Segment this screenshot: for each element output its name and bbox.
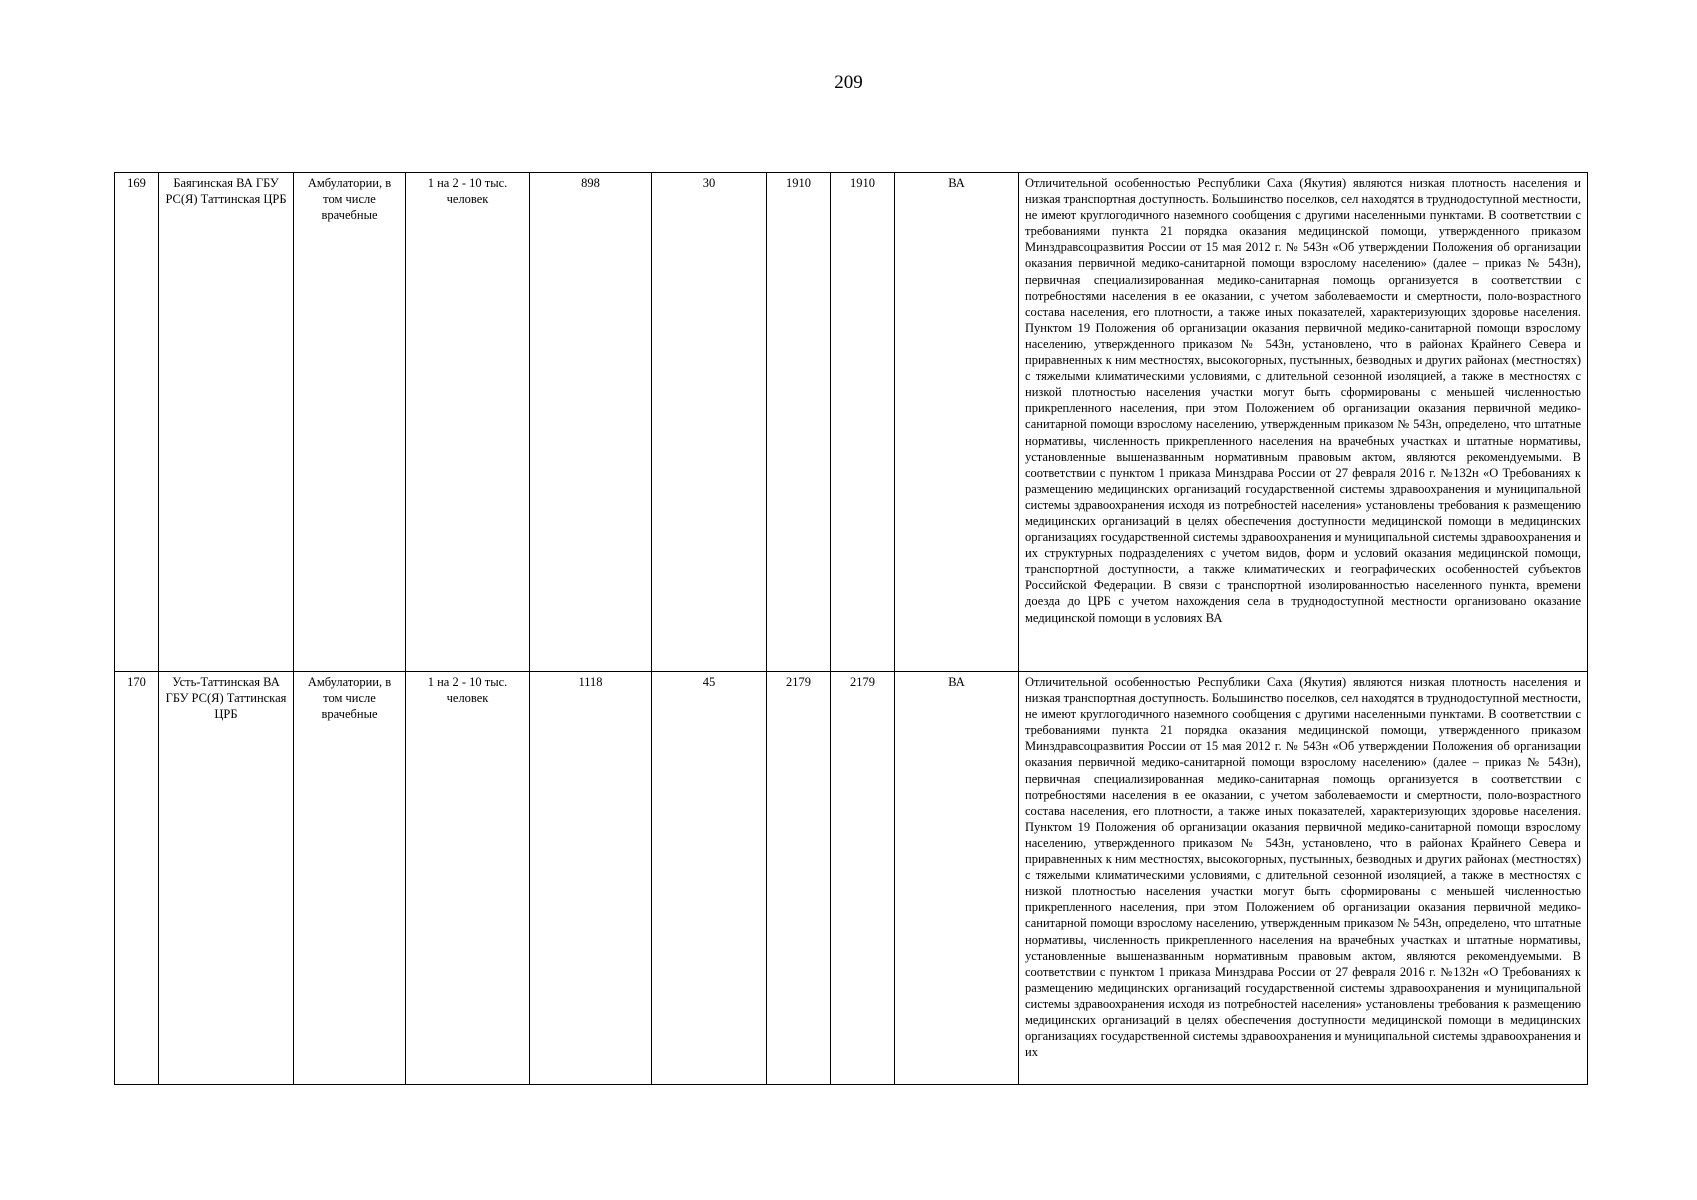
facility-code: ВА bbox=[895, 173, 1019, 672]
row-number: 170 bbox=[115, 672, 159, 1085]
facility-name: Баягинская ВА ГБУ РС(Я) Таттинская ЦРБ bbox=[159, 173, 294, 672]
coverage-norm: 1 на 2 - 10 тыс. человек bbox=[406, 672, 530, 1085]
justification-text: Отличительной особенностью Республики Саха (Якутия) являются низкая плотность населения и низкая транспортная доступность. Большинство поселков, сел находятся в труднодоступной местности, не имеют круглогодичного наземного сообщения с другими населенными пунктами. В соответствии с требованиями пункта 21 порядка оказания медицинской помощи, утвержденного приказом Минздравсоцразвития России от 15 мая 2012 г. № 543н «Об утверждении Положения об организации оказания первичной медико-санитарной помощи взрослому населению» (далее – приказ № 543н), первичная специализированная медико-санитарная помощь организуется в соответствии с потребностями населения в ее оказании, с учетом заболеваемости и смертности, поло-возрастного состава населения, его плотности, а также иных показателей, характеризующих здоровье населения. Пунктом 19 Положения об организации оказания первичной медико-санитарной помощи взрослому населению, утвержденного приказом № 543н, установлено, что в районах Крайнего Севера и приравненных к ним местностях, высокогорных, пустынных, безводных и других районах (местностях) с тяжелыми климатическими условиями, с длительной сезонной изоляцией, а также в местностях с низкой плотностью населения участки могут быть сформированы с меньшей численностью прикрепленного населения, при этом Положением об организации оказания первичной медико-санитарной помощи взрослому населению, утвержденным приказом № 543н, определено, что штатные нормативы, численность прикрепленного населения на врачебных участках и штатные нормативы, установленные вышеназванным нормативным правовым актом, являются рекомендуемыми. В соответствии с пунктом 1 приказа Минздрава России от 27 февраля 2016 г. №132н «О Требованиях к размещению медицинских организаций государственной системы здравоохранения и муниципальной системы здравоохранения исходя из потребностей населения» установлены требования к размещению медицинских организаций в целях обеспечения доступности медицинской помощи в медицинских организациях государственной системы здравоохранения и муниципальной системы здравоохранения и их bbox=[1019, 672, 1588, 1085]
facility-code: ВА bbox=[895, 672, 1019, 1085]
table-row bbox=[115, 672, 1588, 1085]
value-cell: 1910 bbox=[831, 173, 895, 672]
value-cell: 30 bbox=[652, 173, 767, 672]
page-number: 209 bbox=[834, 72, 863, 93]
facilities-table bbox=[114, 172, 1588, 1085]
value-cell: 1910 bbox=[767, 173, 831, 672]
facility-type: Амбулатории, в том числе врачебные bbox=[294, 672, 406, 1085]
value-cell: 2179 bbox=[831, 672, 895, 1085]
facility-name: Усть-Таттинская ВА ГБУ РС(Я) Таттинская ЦРБ bbox=[159, 672, 294, 1085]
value-cell: 1118 bbox=[530, 672, 652, 1085]
coverage-norm: 1 на 2 - 10 тыс. человек bbox=[406, 173, 530, 672]
row-number: 169 bbox=[115, 173, 159, 672]
facility-type: Амбулатории, в том числе врачебные bbox=[294, 173, 406, 672]
value-cell: 2179 bbox=[767, 672, 831, 1085]
justification-text: Отличительной особенностью Республики Саха (Якутия) являются низкая плотность населения и низкая транспортная доступность. Большинство поселков, сел находятся в труднодоступной местности, не имеют круглогодичного наземного сообщения с другими населенными пунктами. В соответствии с требованиями пункта 21 порядка оказания медицинской помощи, утвержденного приказом Минздравсоцразвития России от 15 мая 2012 г. № 543н «Об утверждении Положения об организации оказания первичной медико-санитарной помощи взрослому населению» (далее – приказ № 543н), первичная специализированная медико-санитарная помощь организуется в соответствии с потребностями населения в ее оказании, с учетом заболеваемости и смертности, поло-возрастного состава населения, его плотности, а также иных показателей, характеризующих здоровье населения. Пунктом 19 Положения об организации оказания первичной медико-санитарной помощи взрослому населению, утвержденного приказом № 543н, установлено, что в районах Крайнего Севера и приравненных к ним местностях, высокогорных, пустынных, безводных и других районах (местностях) с тяжелыми климатическими условиями, с длительной сезонной изоляцией, а также в местностях с низкой плотностью населения участки могут быть сформированы с меньшей численностью прикрепленного населения, при этом Положением об организации оказания первичной медико-санитарной помощи взрослому населению, утвержденным приказом № 543н, определено, что штатные нормативы, численность прикрепленного населения на врачебных участках и штатные нормативы, установленные вышеназванным нормативным правовым актом, являются рекомендуемыми. В соответствии с пунктом 1 приказа Минздрава России от 27 февраля 2016 г. №132н «О Требованиях к размещению медицинских организаций государственной системы здравоохранения и муниципальной системы здравоохранения исходя из потребностей населения» установлены требования к размещению медицинских организаций в целях обеспечения доступности медицинской помощи в медицинских организациях государственной системы здравоохранения и муниципальной системы здравоохранения и их структурных подразделениях с учетом видов, форм и условий оказания медицинской помощи, транспортной доступности, а также климатических и географических особенностей субъектов Российской Федерации. В связи с транспортной изолированностью населенного пункта, времени доезда до ЦРБ с учетом нахождения села в труднодоступной местности организовано оказание медицинской помощи в условиях ВА bbox=[1019, 173, 1588, 672]
value-cell: 45 bbox=[652, 672, 767, 1085]
value-cell: 898 bbox=[530, 173, 652, 672]
table-row bbox=[115, 173, 1588, 672]
